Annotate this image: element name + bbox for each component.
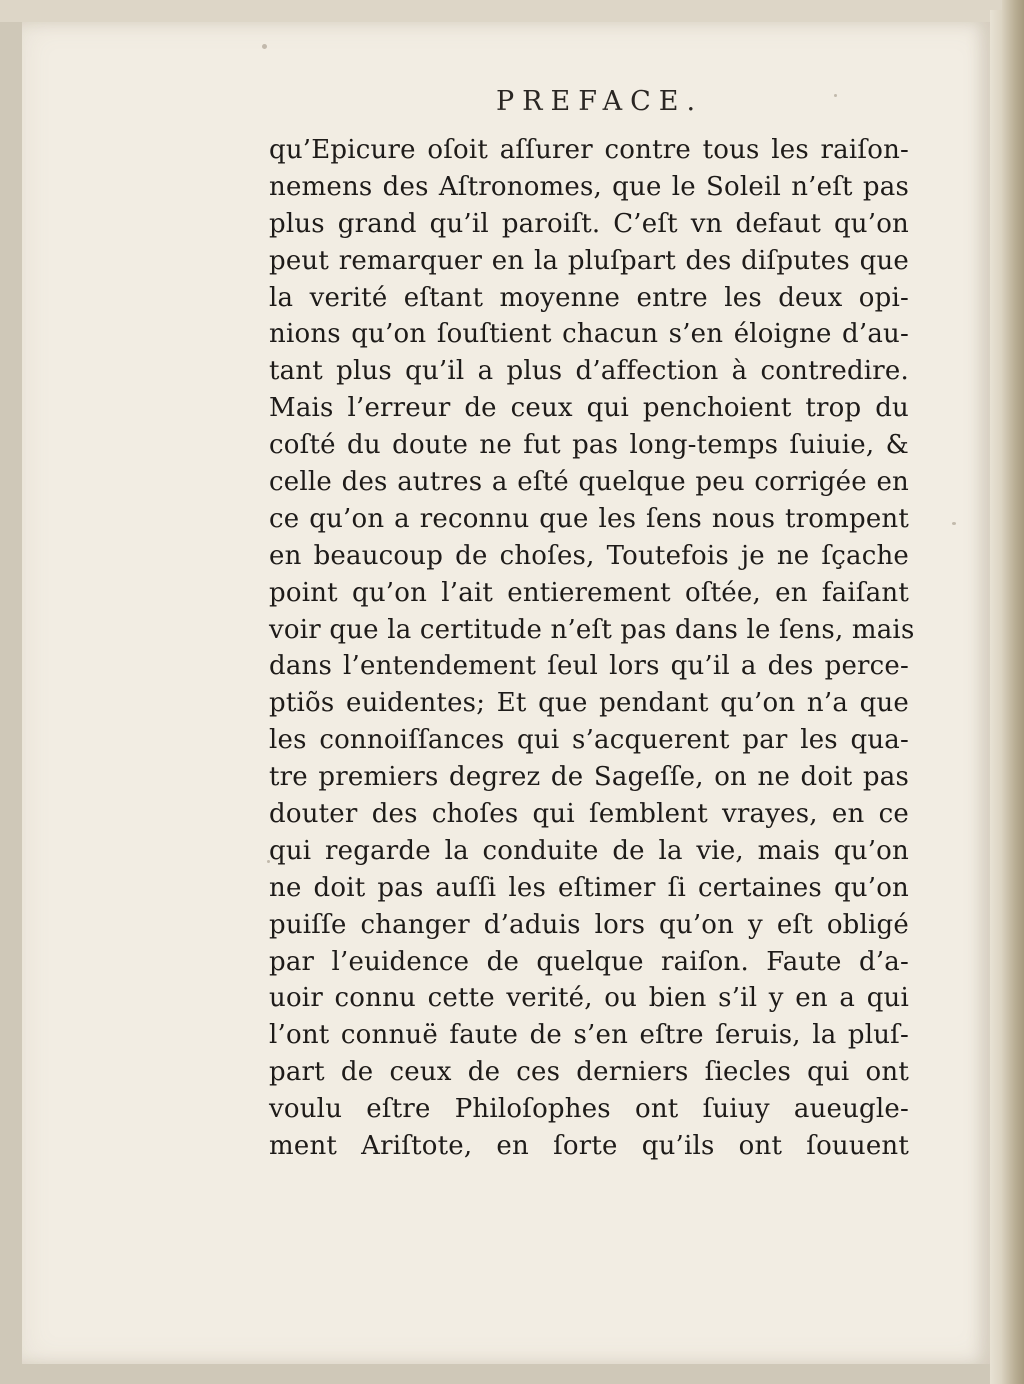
binding-edge-strip — [1002, 0, 1024, 1384]
text-line: uoir connu cette verité, ou bien s’il y en a qui — [269, 983, 909, 1014]
text-line: nemens des Aſtronomes, que le Soleil n’eſt pas — [269, 171, 909, 202]
text-line: nions qu’on ſouſtient chacun s’en éloigne d’au- — [269, 319, 909, 350]
text-line: tre premiers degrez de Sageſſe, on ne doit pas — [269, 762, 909, 793]
text-line: tant plus qu’il a plus d’affection à contredire. — [269, 356, 909, 387]
text-line: douter des choſes qui ſemblent vrayes, en ce — [269, 799, 909, 830]
paper-fleck — [952, 522, 956, 525]
text-line: point qu’on l’ait entierement oſtée, en faiſant — [269, 577, 909, 608]
text-line: l’ont connuë faute de s’en eſtre ſeruis, la pluſ- — [269, 1020, 909, 1051]
text-line: les connoiſſances qui s’acquerent par les qua- — [269, 725, 909, 756]
text-line: en beaucoup de choſes, Toutefois je ne ſçache — [269, 540, 909, 571]
text-line: peut remarquer en la pluſpart des diſputes que — [269, 245, 909, 276]
scan-top-margin — [0, 0, 1024, 22]
text-line: celle des autres a eſté quelque peu corrigée en — [269, 467, 909, 498]
paper-fleck — [834, 94, 837, 97]
text-line: voulu eſtre Philoſophes ont ſuiuy aueugle- — [269, 1094, 909, 1125]
text-line: qu’Epicure oſoit aſſurer contre tous les raiſon- — [269, 135, 909, 165]
text-line: plus grand qu’il paroiſt. C’eſt vn defaut qu’on — [269, 208, 909, 239]
text-line: puiſſe changer d’aduis lors qu’on y eſt obligé — [269, 909, 909, 940]
text-line: ptiõs euidentes; Et que pendant qu’on n’a que — [269, 688, 909, 719]
text-line: ment Ariſtote, en ſorte qu’ils ont ſouuent — [269, 1131, 909, 1162]
text-line: Mais l’erreur de ceux qui penchoient trop du — [269, 393, 909, 424]
running-head: PREFACE. — [496, 86, 704, 117]
text-line: dans l’entendement ſeul lors qu’il a des perce- — [269, 651, 909, 682]
paper-fleck — [262, 44, 267, 49]
text-line: part de ceux de ces derniers ſiecles qui ont — [269, 1057, 909, 1088]
text-line: ce qu’on a reconnu que les ſens nous trompent — [269, 503, 909, 534]
body-text — [269, 132, 915, 1165]
text-line: coſté du doute ne fut pas long-temps ſuiuie, & — [269, 430, 909, 461]
text-line: la verité eſtant moyenne entre les deux opi- — [269, 282, 909, 313]
text-line: par l’euidence de quelque raiſon. Faute d’a- — [269, 946, 909, 977]
text-line: ne doit pas auſſi les eſtimer ſi certaines qu’on — [269, 872, 909, 903]
text-line: voir que la certitude n’eſt pas dans le ſens, mais — [269, 614, 915, 645]
text-line: qui regarde la conduite de la vie, mais qu’on — [269, 835, 909, 866]
